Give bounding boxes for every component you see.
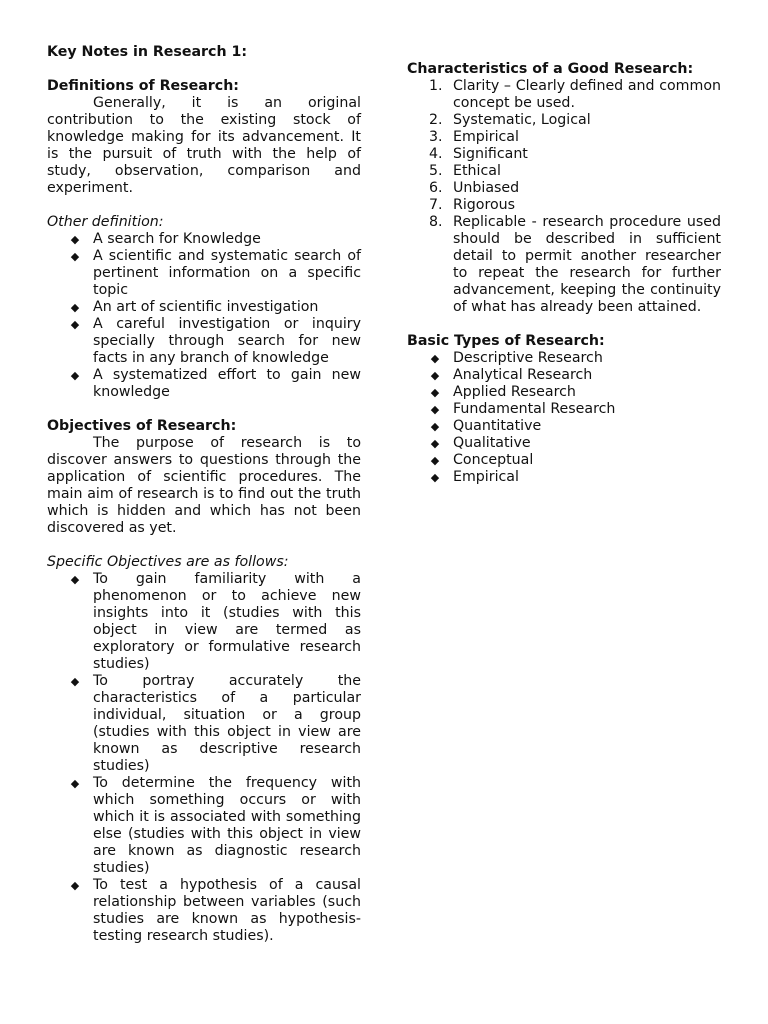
list-item: ◆ A careful investigation or inquiry specially through search for new facts in any branch of knowledge [70,316,361,366]
definitions-list [47,231,361,401]
diamond-bullet-icon: ◆ [430,403,440,416]
diamond-bullet-icon: ◆ [70,369,80,382]
list-item: ◆ A systematized effort to gain new knowledge [70,367,361,400]
right-column [407,61,721,486]
diamond-bullet-icon: ◆ [70,250,80,263]
list-item: ◆ A scientific and systematic search of pertinent information on a specific topic [70,248,361,298]
list-item: ◆ An art of scientific investigation [70,299,319,315]
list-item: ◆ Qualitative [430,435,531,451]
list-item: 6. Unbiased [429,180,520,196]
list-item: ◆ Quantitative [430,418,542,434]
diamond-bullet-icon: ◆ [70,675,80,688]
list-item: ◆ A search for Knowledge [70,231,261,247]
list-item: 7. Rigorous [429,197,516,213]
list-item: 1. Clarity – Clearly defined and common concept be used. [429,78,721,111]
other-definition-label: Other definition: [47,214,164,230]
list-item: ◆ To determine the frequency with which something occurs or with which it is associated with something else (studies with this object in view are known as diagnostic research studies) [70,775,361,876]
list-item: 8. Replicable - research procedure used should be described in sufficient detail to permit another researcher to repeat the research for further advancement, keeping the continuity of what has already been attained. [429,214,721,315]
list-item: ◆ Fundamental Research [430,401,616,417]
diamond-bullet-icon: ◆ [430,437,440,450]
diamond-bullet-icon: ◆ [70,777,80,790]
diamond-bullet-icon: ◆ [70,318,80,331]
document-title: Key Notes in Research 1: [47,44,248,60]
list-item: ◆ Conceptual [430,452,534,468]
types-list [407,350,721,486]
list-item: 4. Significant [429,146,528,162]
diamond-bullet-icon: ◆ [430,454,440,467]
list-item: ◆ Analytical Research [430,367,593,383]
objectives-heading: Objectives of Research: [47,418,237,434]
specific-objectives-label: Specific Objectives are as follows: [47,554,289,570]
diamond-bullet-icon: ◆ [430,471,440,484]
types-heading: Basic Types of Research: [407,333,605,349]
diamond-bullet-icon: ◆ [70,233,80,246]
list-item: ◆ Descriptive Research [430,350,603,366]
list-item: 2. Systematic, Logical [429,112,591,128]
objectives-paragraph: The purpose of research is to discover answers to questions through the application of scientific procedures. The main aim of research is to find out the truth which is hidden and which has not been discovered as yet. [47,435,361,536]
list-item: ◆ Applied Research [430,384,576,400]
definitions-heading: Definitions of Research: [47,78,239,94]
list-item: ◆ Empirical [430,469,519,485]
diamond-bullet-icon: ◆ [430,386,440,399]
list-item: ◆ To gain familiarity with a phenomenon or to achieve new insights into it (studies with this object in view are termed as exploratory or formulative research studies) [70,571,361,672]
list-item: ◆ To portray accurately the characteristics of a particular individual, situation or a group (studies with this object in view are known as descriptive research studies) [70,673,361,774]
diamond-bullet-icon: ◆ [430,420,440,433]
left-column [47,44,361,945]
diamond-bullet-icon: ◆ [430,352,440,365]
characteristics-heading: Characteristics of a Good Research: [407,61,694,77]
list-item: 5. Ethical [429,163,501,179]
diamond-bullet-icon: ◆ [70,301,80,314]
diamond-bullet-icon: ◆ [70,573,80,586]
list-item: ◆ To test a hypothesis of a causal relationship between variables (such studies are known as hypothesis-testing research studies). [70,877,361,944]
diamond-bullet-icon: ◆ [70,879,80,892]
objectives-list [47,571,361,945]
diamond-bullet-icon: ◆ [430,369,440,382]
list-item: 3. Empirical [429,129,519,145]
definitions-paragraph: Generally, it is an original contribution to the existing stock of knowledge making for its advancement. It is the pursuit of truth with the help of study, observation, comparison and experiment. [47,95,361,196]
characteristics-list [407,78,721,316]
